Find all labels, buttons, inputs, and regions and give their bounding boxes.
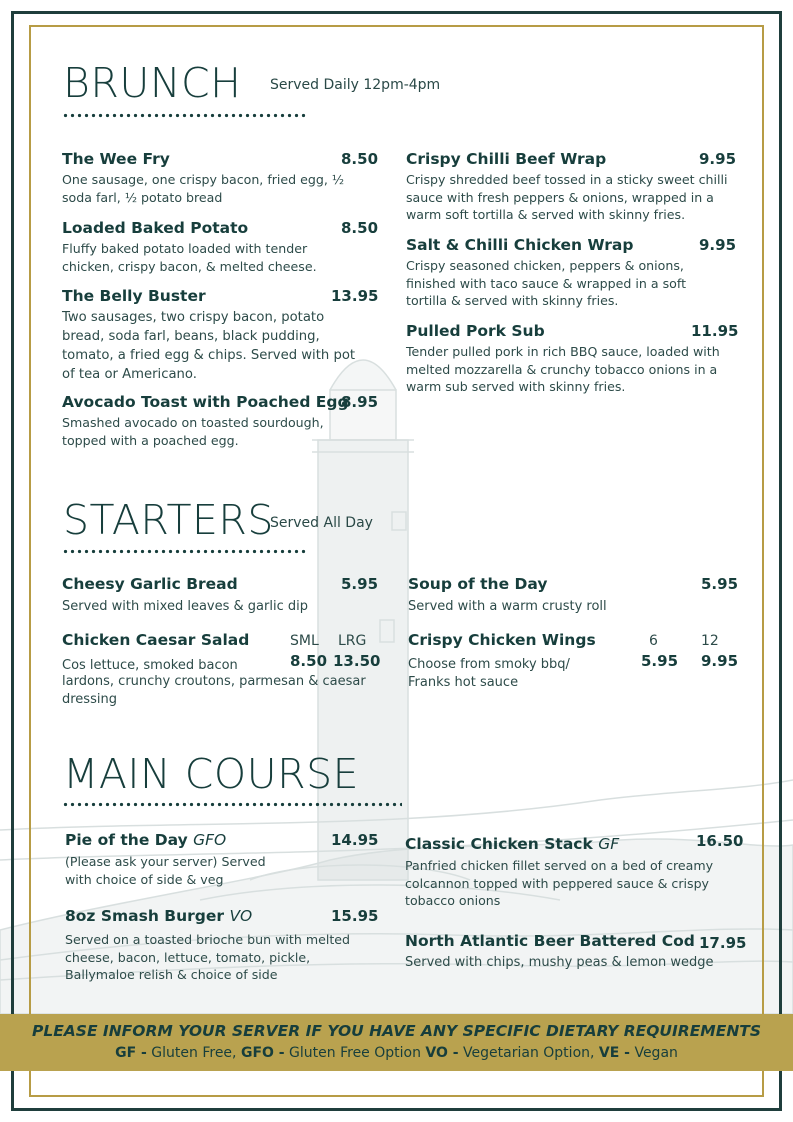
item-description: Two sausages, two crispy bacon, potato bread, soda farl, beans, black pudding, tomato, a fried egg & chips. Served with pot of tea or Americano. xyxy=(62,310,356,382)
item-name: Pulled Pork Sub xyxy=(406,322,545,340)
item-name xyxy=(65,909,252,925)
item-description: Served with a warm crusty roll xyxy=(408,599,607,614)
gf-code: GF - xyxy=(115,1045,147,1061)
item-name: Loaded Baked Potato xyxy=(62,219,249,237)
main-course-heading: MAIN COURSE xyxy=(63,750,360,798)
item-description: (Please ask your server) Served with choice of side & veg xyxy=(65,854,266,887)
gfo-text: Gluten Free Option xyxy=(284,1045,426,1061)
vo-code: VO - xyxy=(425,1045,459,1061)
size-label-large: 12 xyxy=(701,633,719,649)
price-large: 9.95 xyxy=(701,652,739,670)
brunch-divider xyxy=(62,113,307,118)
item-price: 8.95 xyxy=(341,393,379,411)
item-name: Avocado Toast with Poached Egg xyxy=(62,393,349,411)
item-price: 8.50 xyxy=(341,150,379,168)
item-price: 11.95 xyxy=(691,322,739,340)
ve-text: Vegan xyxy=(630,1045,678,1061)
item-name: The Wee Fry xyxy=(62,150,170,168)
item-description-continued: lardons, crunchy croutons, parmesan & caesar dressing xyxy=(62,674,366,707)
brunch-heading: BRUNCH xyxy=(63,59,242,107)
item-description: Panfried chicken fillet served on a bed of creamy colcannon topped with peppered sauce & crispy tobacco onions xyxy=(405,858,714,908)
dietary-notice: PLEASE INFORM YOUR SERVER IF YOU HAVE ANY SPECIFIC DIETARY REQUIREMENTS xyxy=(31,1022,762,1040)
item-description: Served with chips, mushy peas & lemon wedge xyxy=(405,955,714,970)
starters-heading: STARTERS xyxy=(63,496,274,544)
item-name-text: Classic Chicken Stack xyxy=(405,835,593,853)
item-price: 8.50 xyxy=(341,219,379,237)
item-name-text: 8oz Smash Burger xyxy=(65,907,225,925)
starters-divider xyxy=(62,549,307,554)
item-description: Choose from smoky bbq/ Franks hot sauce xyxy=(408,657,570,690)
item-description: Served on a toasted brioche bun with melted cheese, bacon, lettuce, tomato, pickle, Ballymaloe relish & choice of side xyxy=(65,932,351,982)
item-description: Smashed avocado on toasted sourdough, topped with a poached egg. xyxy=(62,415,324,448)
item-price: 14.95 xyxy=(331,831,379,849)
brunch-served-time: Served Daily 12pm-4pm xyxy=(270,77,441,93)
dietary-tag: VO xyxy=(229,907,253,925)
item-description: One sausage, one crispy bacon, fried egg, ½ soda farl, ½ potato bread xyxy=(62,172,345,205)
item-name-text: Pie of the Day xyxy=(65,831,188,849)
item-price: 9.95 xyxy=(699,236,737,254)
item-price: 9.95 xyxy=(699,150,737,168)
item-description: Cos lettuce, smoked bacon xyxy=(62,658,238,673)
item-description: Tender pulled pork in rich BBQ sauce, loaded with melted mozzarella & crunchy tobacco onions in a warm sub served with skinny fries. xyxy=(406,344,720,394)
item-price: 17.95 xyxy=(699,934,747,952)
item-name xyxy=(65,833,226,849)
item-name: Chicken Caesar Salad xyxy=(62,631,250,649)
item-name: The Belly Buster xyxy=(62,287,206,305)
size-label-small: 6 xyxy=(649,633,658,649)
size-label-small: SML xyxy=(290,633,319,649)
item-price: 16.50 xyxy=(696,832,744,850)
starters-served-time: Served All Day xyxy=(270,515,373,531)
gf-text: Gluten Free, xyxy=(146,1045,241,1061)
item-name: Salt & Chilli Chicken Wrap xyxy=(406,236,634,254)
item-name xyxy=(405,837,619,853)
item-name: Crispy Chilli Beef Wrap xyxy=(406,150,607,168)
item-name: North Atlantic Beer Battered Cod xyxy=(405,932,695,950)
price-large: 13.50 xyxy=(333,652,381,670)
item-description: Served with mixed leaves & garlic dip xyxy=(62,599,308,614)
price-small: 8.50 xyxy=(290,652,328,670)
item-name: Cheesy Garlic Bread xyxy=(62,575,238,593)
item-description: Fluffy baked potato loaded with tender chicken, crispy bacon, & melted cheese. xyxy=(62,241,317,274)
item-description: Crispy shredded beef tossed in a sticky sweet chilli sauce with fresh peppers & onions, wrapped in a warm soft tortilla & served with skinny fries. xyxy=(406,172,728,222)
vo-text: Vegetarian Option, xyxy=(458,1045,599,1061)
gfo-code: GFO - xyxy=(240,1045,285,1061)
dietary-key xyxy=(0,1045,793,1061)
item-price: 5.95 xyxy=(341,575,379,593)
item-name: Soup of the Day xyxy=(408,575,548,593)
main-course-divider xyxy=(62,802,402,807)
dietary-tag: GF xyxy=(598,835,620,853)
item-price: 15.95 xyxy=(331,907,379,925)
item-name: Crispy Chicken Wings xyxy=(408,631,596,649)
item-description: Crispy seasoned chicken, peppers & onions, finished with taco sauce & wrapped in a soft tortilla & served with skinny fries. xyxy=(406,258,687,308)
item-price: 5.95 xyxy=(701,575,739,593)
item-price: 13.95 xyxy=(331,287,379,305)
dietary-tag: GFO xyxy=(193,831,227,849)
size-label-large: LRG xyxy=(338,633,367,649)
price-small: 5.95 xyxy=(641,652,679,670)
ve-code: VE - xyxy=(598,1045,630,1061)
